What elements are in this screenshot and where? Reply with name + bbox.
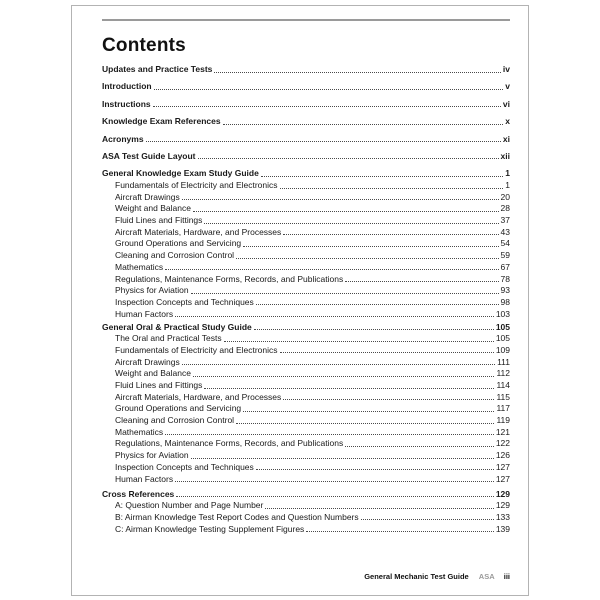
toc-entry-page: 67 [500, 261, 510, 272]
footer-publisher: ASA [478, 572, 495, 581]
toc-sub-entry [102, 501, 510, 510]
toc-entry-page: 114 [496, 380, 510, 391]
toc-entry-label: Human Factors [115, 473, 174, 484]
toc-entry-label: Aircraft Drawings [115, 356, 180, 367]
toc-entry-page: 122 [495, 438, 510, 449]
page-content [72, 19, 528, 534]
footer-book-title: General Mechanic Test Guide [364, 572, 469, 581]
page-title: Contents [102, 35, 186, 56]
toc-entry-label: Fluid Lines and Fittings [115, 215, 203, 226]
dot-leader [214, 72, 501, 73]
toc-sub-entry [102, 181, 510, 190]
page-footer [364, 573, 510, 581]
toc-entry-page: 117 [496, 403, 510, 414]
toc-entry-label: Inspection Concepts and Techniques [115, 461, 254, 472]
toc-sub-entry [102, 475, 510, 484]
dot-leader [283, 234, 498, 235]
toc-entry-label: A: Question Number and Page Number [115, 500, 264, 511]
toc-sub-entry [102, 463, 510, 472]
toc-entry-label: Human Factors [115, 308, 174, 319]
footer-page-number: iii [503, 572, 510, 581]
toc-entry-page: 37 [500, 215, 510, 226]
toc-entry-page: xii [500, 150, 510, 161]
toc-entry-label: Aircraft Materials, Hardware, and Processes [115, 226, 282, 237]
toc-entry-label: Mathematics [115, 261, 164, 272]
dot-leader [306, 531, 494, 532]
toc-entry-page: 129 [495, 500, 510, 511]
toc-sub-entry [102, 216, 510, 225]
toc-sub-entry [102, 310, 510, 319]
dot-leader [193, 211, 499, 212]
toc-entry-page: 121 [495, 426, 510, 437]
dot-leader [243, 246, 498, 247]
dot-leader [182, 199, 499, 200]
dot-leader [280, 352, 494, 353]
toc-entry-label: Regulations, Maintenance Forms, Records, and Publications [115, 438, 344, 449]
dot-leader [165, 269, 498, 270]
toc-entry-page: 28 [500, 203, 510, 214]
toc-entry-page: 111 [497, 356, 510, 367]
toc-entry-page: 129 [495, 488, 510, 499]
toc-entry-page: vi [502, 98, 510, 109]
toc-entry-page: 139 [495, 523, 510, 534]
toc-sub-entry [102, 393, 510, 402]
toc-entry-page: 105 [495, 333, 510, 344]
toc-front-entry [102, 100, 510, 109]
dot-leader [236, 258, 498, 259]
dot-leader [224, 341, 494, 342]
toc-sub-entry [102, 263, 510, 272]
toc-entry-label: Cleaning and Corrosion Control [115, 415, 235, 426]
dot-leader [165, 434, 494, 435]
toc-entry-label: ASA Test Guide Layout [102, 150, 196, 161]
toc-sub-entry [102, 513, 510, 522]
toc-entry-page: 78 [500, 273, 510, 284]
dot-leader [265, 508, 493, 509]
toc-front-entry [102, 82, 510, 91]
toc-entry-label: Aircraft Materials, Hardware, and Processes [115, 391, 282, 402]
dot-leader [198, 158, 499, 159]
toc-entry-page: 54 [500, 238, 510, 249]
toc-entry-label: Cleaning and Corrosion Control [115, 250, 235, 261]
toc-entry-page: x [505, 116, 510, 127]
toc-entry-label: Physics for Aviation [115, 450, 189, 461]
dot-leader [361, 519, 494, 520]
header-rule [102, 19, 510, 21]
toc-entry-label: Cross References [102, 488, 175, 499]
toc-sub-entry [102, 346, 510, 355]
toc-entry-page: 109 [495, 344, 510, 355]
toc-entry-label: Weight and Balance [115, 203, 191, 214]
toc-entry-label: The Oral and Practical Tests [115, 333, 222, 344]
dot-leader [280, 188, 504, 189]
toc-entry-label: Fluid Lines and Fittings [115, 380, 203, 391]
dot-leader [256, 304, 499, 305]
toc-sub-entry [102, 428, 510, 437]
toc-entry-label: Ground Operations and Servicing [115, 238, 242, 249]
toc-entry-label: Inspection Concepts and Techniques [115, 296, 254, 307]
toc-entry-label: General Knowledge Exam Study Guide [102, 168, 259, 179]
dot-leader [175, 481, 494, 482]
toc-entry-label: Knowledge Exam References [102, 116, 221, 127]
dot-leader [256, 469, 494, 470]
toc-sub-entry [102, 286, 510, 295]
dot-leader [345, 446, 494, 447]
dot-leader [182, 364, 495, 365]
toc-entry-label: Updates and Practice Tests [102, 64, 213, 74]
toc-entry-page: 43 [500, 226, 510, 237]
toc-entry-page: iv [502, 64, 510, 74]
dot-leader [345, 281, 498, 282]
toc-sub-entry [102, 334, 510, 343]
toc-entry-page: 93 [500, 285, 510, 296]
toc-entry-label: Regulations, Maintenance Forms, Records, and Publications [115, 273, 344, 284]
dot-leader [223, 124, 504, 125]
toc-entry-page: 59 [500, 250, 510, 261]
dot-leader [193, 376, 495, 377]
toc-front-entry [102, 117, 510, 126]
toc-entry-page: xi [502, 133, 510, 144]
book-page [71, 5, 529, 596]
toc-front-entry [102, 135, 510, 144]
toc-section-header [102, 323, 510, 332]
toc-sub-entry [102, 381, 510, 390]
toc-front-entry [102, 152, 510, 161]
dot-leader [153, 106, 501, 107]
toc-front-entry [102, 65, 510, 74]
toc-entry-page: 133 [495, 511, 510, 522]
toc-entry-page: 127 [495, 461, 510, 472]
dot-leader [243, 411, 494, 412]
toc-entry-label: C: Airman Knowledge Testing Supplement Figures [115, 523, 305, 534]
dot-leader [283, 399, 494, 400]
toc-sub-entry [102, 204, 510, 213]
toc-sub-entry [102, 358, 510, 367]
toc-sub-entry [102, 275, 510, 284]
toc-sub-entry [102, 251, 510, 260]
toc-section-header [102, 490, 510, 499]
toc-sub-entry [102, 193, 510, 202]
toc-entry-page: 98 [500, 296, 510, 307]
toc-sub-entry [102, 525, 510, 534]
toc-entry-label: Ground Operations and Servicing [115, 403, 242, 414]
toc-entry-page: v [505, 81, 510, 92]
dot-leader [175, 316, 494, 317]
dot-leader [176, 496, 494, 497]
toc-entry-page: 103 [495, 308, 510, 319]
toc-entry-label: Fundamentals of Electricity and Electronics [115, 344, 278, 355]
toc-entry-page: 112 [496, 368, 510, 379]
dot-leader [154, 89, 504, 90]
toc-sub-entry [102, 451, 510, 460]
toc-entry-page: 126 [495, 450, 510, 461]
toc-entry-label: Instructions [102, 98, 151, 109]
dot-leader [146, 141, 501, 142]
toc-entry-label: Physics for Aviation [115, 285, 189, 296]
toc-sub-entry [102, 369, 510, 378]
toc-entry-page: 1 [505, 180, 510, 191]
toc-sub-entry [102, 439, 510, 448]
dot-leader [204, 223, 498, 224]
toc-entry-label: Fundamentals of Electricity and Electronics [115, 180, 278, 191]
toc-sub-entry [102, 298, 510, 307]
dot-leader [254, 329, 494, 330]
dot-leader [204, 388, 494, 389]
toc-entry-page: 119 [496, 415, 510, 426]
toc-entry-label: Mathematics [115, 426, 164, 437]
toc-entry-label: Introduction [102, 81, 152, 92]
toc-entry-label: Acronyms [102, 133, 144, 144]
toc-entry-page: 20 [500, 191, 510, 202]
toc-sub-entry [102, 404, 510, 413]
toc-entry-label: Aircraft Drawings [115, 191, 180, 202]
toc [102, 65, 510, 534]
toc-sub-entry [102, 228, 510, 237]
toc-entry-page: 105 [495, 321, 510, 332]
toc-entry-page: 1 [505, 168, 510, 179]
toc-entry-label: General Oral & Practical Study Guide [102, 321, 252, 332]
toc-entry-page: 115 [496, 391, 510, 402]
toc-entry-label: B: Airman Knowledge Test Report Codes and Question Numbers [115, 511, 359, 522]
dot-leader [191, 293, 499, 294]
toc-entry-label: Weight and Balance [115, 368, 191, 379]
dot-leader [261, 176, 503, 177]
toc-sub-entry [102, 416, 510, 425]
toc-sub-entry [102, 239, 510, 248]
toc-section-header [102, 169, 510, 178]
dot-leader [236, 423, 494, 424]
dot-leader [191, 458, 494, 459]
toc-entry-page: 127 [495, 473, 510, 484]
